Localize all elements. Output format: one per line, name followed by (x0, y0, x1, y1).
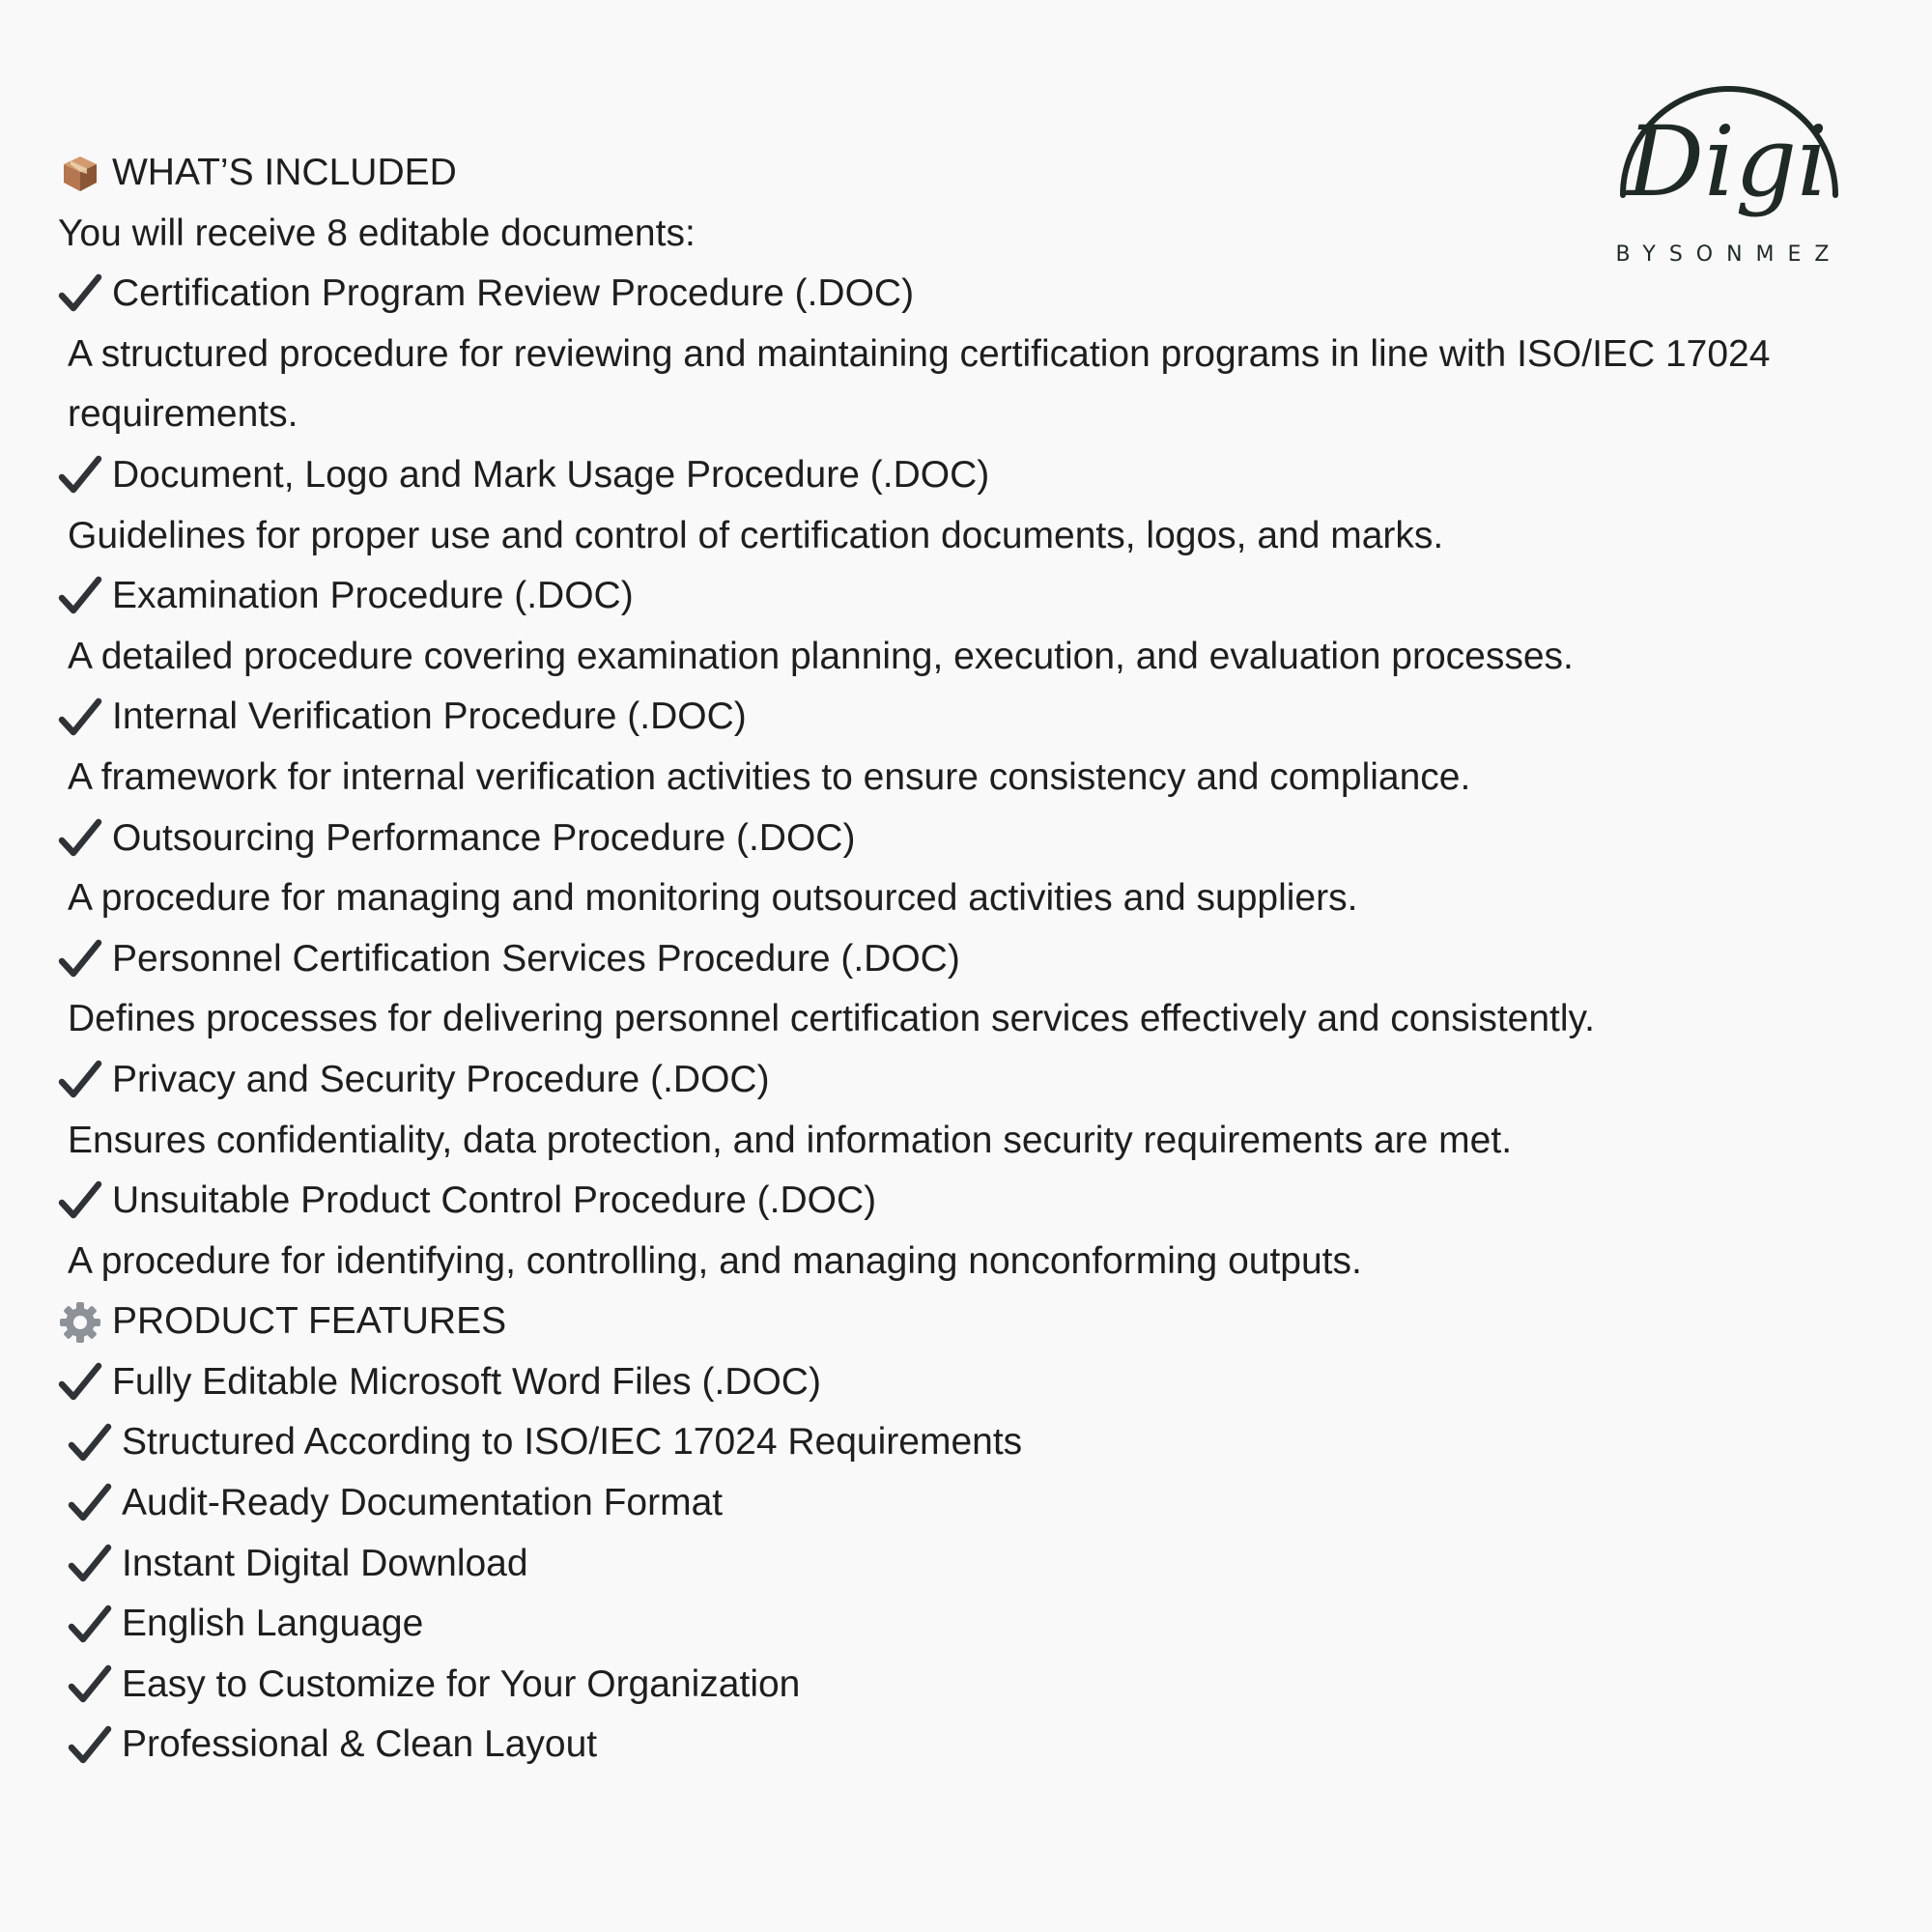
checkmark-icon (68, 1542, 112, 1586)
document-item-description: A structured procedure for reviewing and maintaining certification programs in line with ISO/IEC 17024 requirements. (68, 332, 1771, 436)
checkmark-icon (58, 574, 102, 618)
document-item-title: Outsourcing Performance Procedure (.DOC) (58, 809, 1893, 869)
document-item-title: Internal Verification Procedure (.DOC) (58, 687, 1893, 748)
checkmark-icon (68, 1723, 112, 1768)
checkmark-icon (58, 696, 102, 740)
feature-item: Fully Editable Microsoft Word Files (.DOC) (58, 1352, 1893, 1413)
document-item-description: Guidelines for proper use and control of certification documents, logos, and marks. (68, 514, 1444, 556)
feature-item: Structured According to ISO/IEC 17024 Requirements (58, 1412, 1893, 1473)
product-features-heading (58, 1292, 1893, 1352)
document-item-description: A procedure for identifying, controlling, and managing nonconforming outputs. (68, 1239, 1362, 1282)
document-item-title: Privacy and Security Procedure (.DOC) (58, 1050, 1893, 1111)
gear-icon (58, 1300, 102, 1345)
logo-byline: BYSONMEZ (1615, 242, 1843, 267)
checkmark-icon (68, 1481, 112, 1525)
document-item-title: Document, Logo and Mark Usage Procedure (.DOC) (58, 445, 1893, 506)
checkmark-icon (68, 1662, 112, 1707)
feature-item: Professional & Clean Layout (58, 1715, 1893, 1776)
document-body (58, 143, 1893, 1776)
section-title: PRODUCT FEATURES (112, 1300, 507, 1343)
logo-script: Digi (1626, 105, 1829, 218)
document-item-title: Personnel Certification Services Procedure (.DOC) (58, 929, 1893, 990)
checkmark-icon (68, 1603, 112, 1647)
feature-item: Instant Digital Download (58, 1534, 1893, 1595)
document-item-description: A procedure for managing and monitoring outsourced activities and suppliers. (68, 877, 1358, 920)
intro-text: You will receive 8 editable documents: (58, 212, 696, 254)
checkmark-icon (58, 1058, 102, 1102)
document-item-title: Examination Procedure (.DOC) (58, 566, 1893, 627)
document-item-title: Unsuitable Product Control Procedure (.DOC) (58, 1171, 1893, 1232)
document-item-description: Defines processes for delivering personnel certification services effectively and consistently. (68, 998, 1595, 1040)
checkmark-icon (58, 453, 102, 497)
document-item-description: Ensures confidentiality, data protection, and information security requirements are met. (68, 1119, 1513, 1161)
checkmark-icon (68, 1421, 112, 1465)
whats-included-heading (58, 143, 1893, 204)
document-item-title: Certification Program Review Procedure (.DOC) (58, 264, 1893, 325)
section-title: WHAT’S INCLUDED (112, 152, 457, 193)
document-item-description: A detailed procedure covering examination planning, execution, and evaluation processes. (68, 635, 1574, 677)
feature-item: English Language (58, 1594, 1893, 1655)
document-item-description: A framework for internal verification activities to ensure consistency and compliance. (68, 755, 1471, 798)
checkmark-icon (58, 816, 102, 861)
checkmark-icon (58, 1360, 102, 1405)
checkmark-icon (58, 271, 102, 316)
feature-item: Audit-Ready Documentation Format (58, 1473, 1893, 1534)
feature-item: Easy to Customize for Your Organization (58, 1655, 1893, 1716)
checkmark-icon (58, 1179, 102, 1223)
package-icon (58, 151, 102, 195)
checkmark-icon (58, 937, 102, 981)
